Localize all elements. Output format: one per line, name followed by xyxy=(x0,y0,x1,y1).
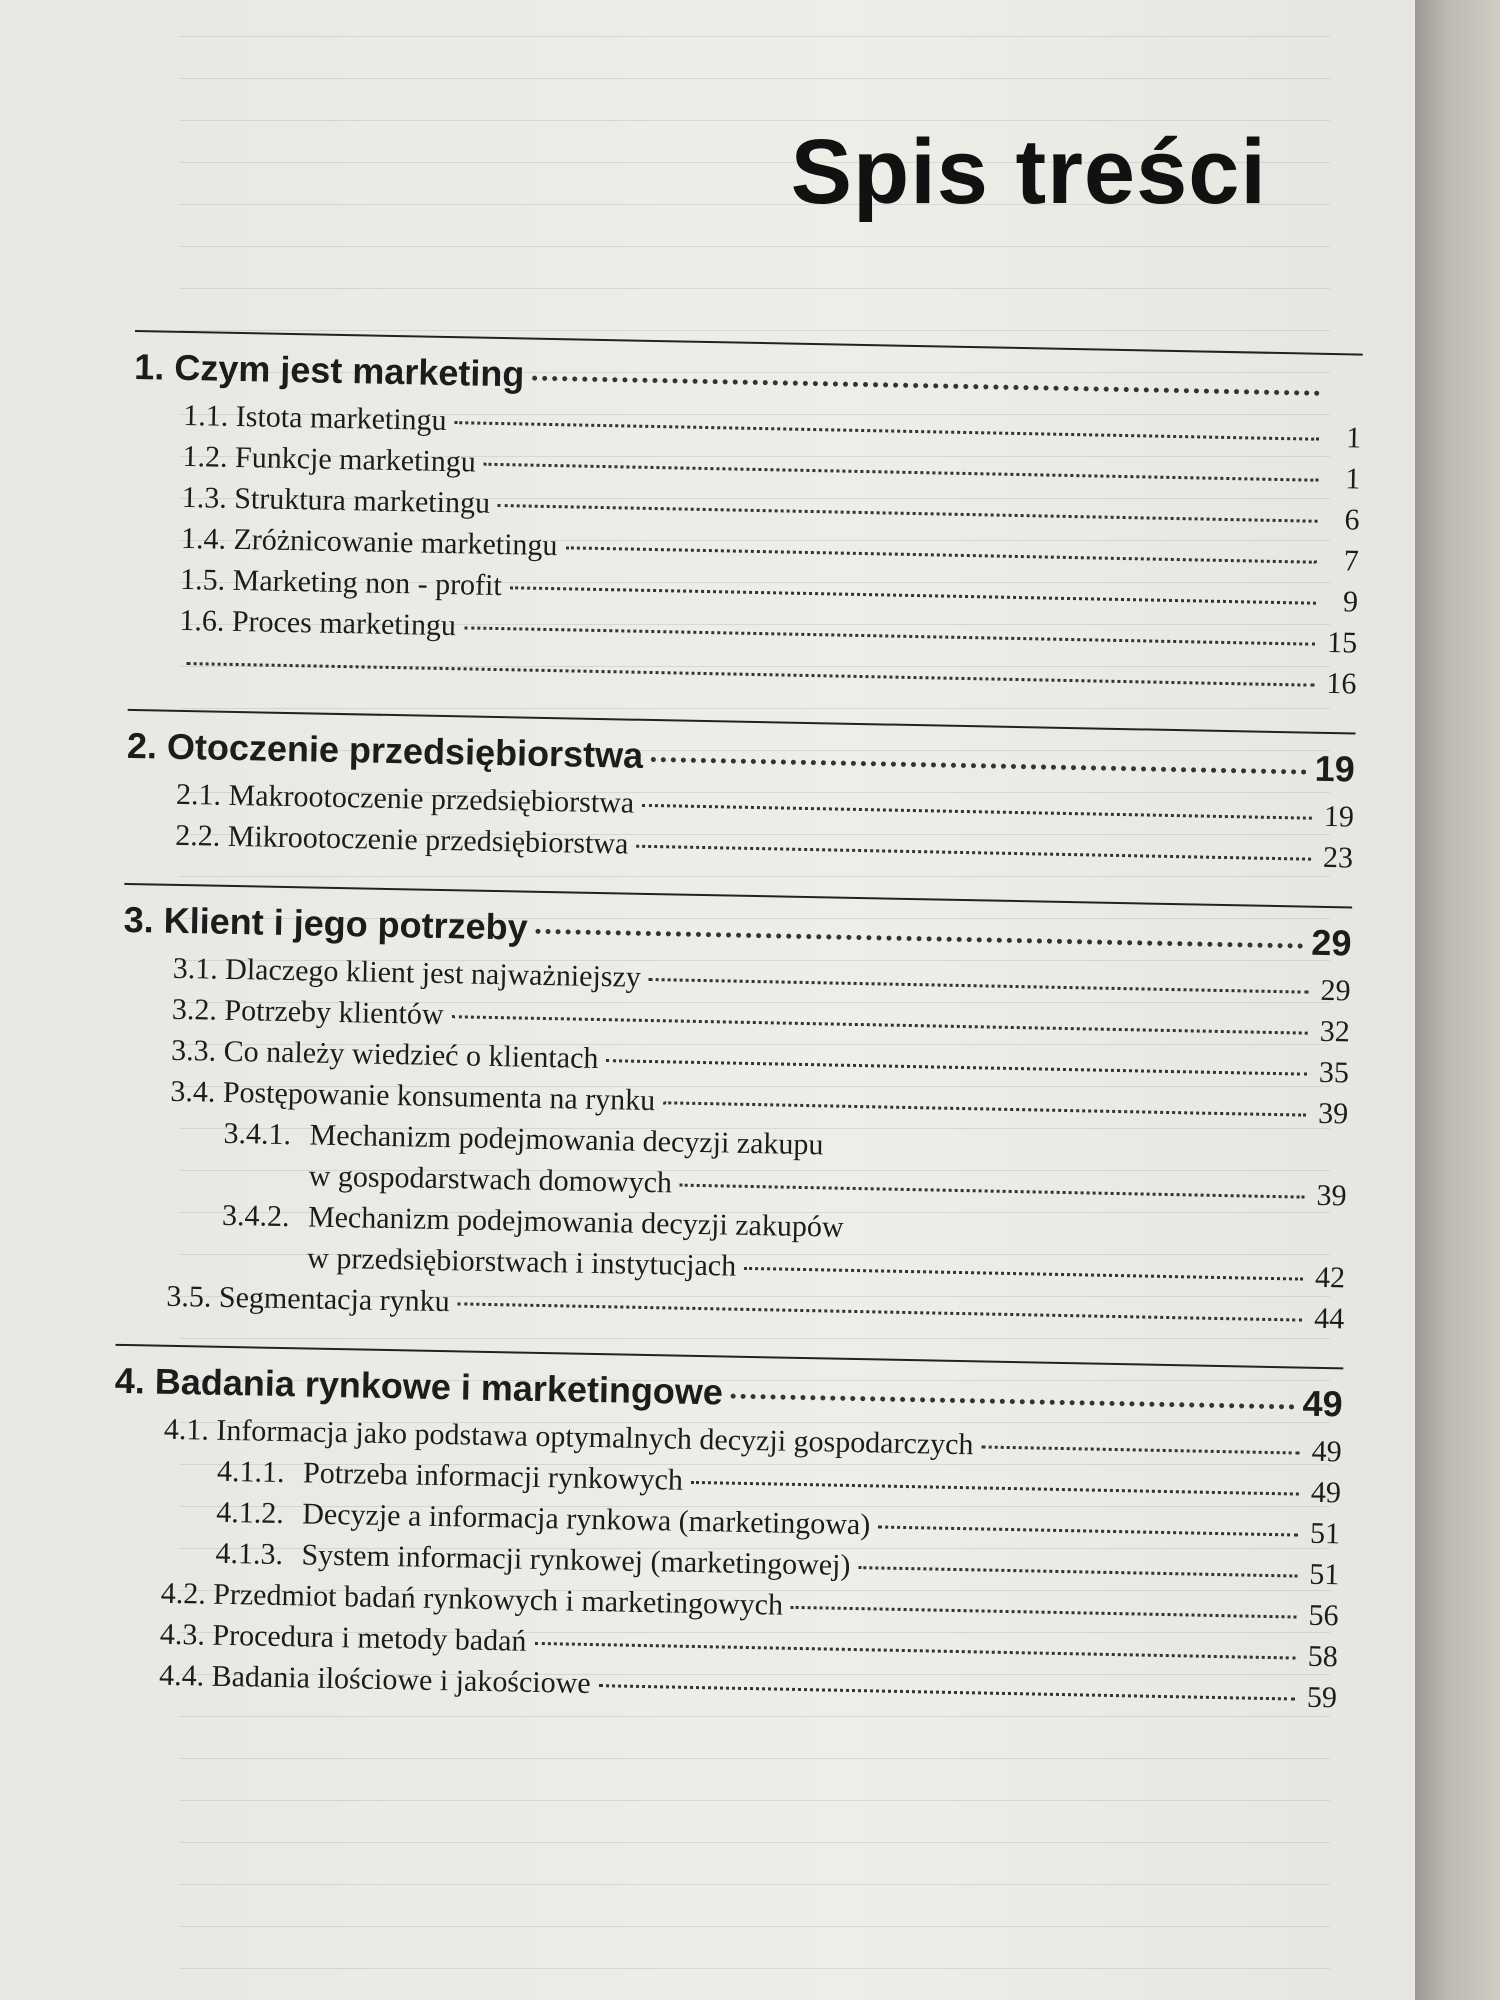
page-number: 42 xyxy=(1314,1260,1346,1295)
page-number: 7 xyxy=(1343,544,1360,578)
page-number: 56 xyxy=(1308,1598,1339,1633)
dot-leader xyxy=(451,1015,1307,1034)
entry-title: 2.1. Makrootoczenie przedsiębiorstwa xyxy=(175,777,635,820)
entry-title: 3.1. Dlaczego klient jest najważniejszy xyxy=(172,951,642,994)
page-number: 6 xyxy=(1344,503,1360,537)
page-number: 23 xyxy=(1322,840,1354,875)
dot-leader xyxy=(565,546,1316,563)
dot-leader xyxy=(663,1101,1306,1116)
page-number: 49 xyxy=(1311,1434,1343,1469)
entry-title: 2.2. Mikrootoczenie przedsiębiorstwa xyxy=(174,818,629,861)
page-number: 16 xyxy=(1326,666,1357,701)
dot-leader xyxy=(791,1606,1297,1619)
dot-leader xyxy=(651,757,1307,775)
page-number: 58 xyxy=(1307,1639,1339,1674)
dot-leader xyxy=(534,1642,1295,1660)
entry-number: 4.1.1. xyxy=(216,1454,285,1490)
page-number: 29 xyxy=(1320,973,1351,1008)
dot-leader xyxy=(532,376,1320,396)
page-number: 29 xyxy=(1311,921,1352,964)
page-number: 35 xyxy=(1318,1055,1350,1090)
dot-leader xyxy=(642,804,1312,820)
dot-leader xyxy=(636,845,1311,861)
dot-leader xyxy=(731,1394,1295,1410)
dot-leader xyxy=(858,1566,1297,1577)
page-number: 39 xyxy=(1317,1096,1349,1131)
dot-leader xyxy=(536,929,1304,949)
page-title: Spis treści xyxy=(790,121,1267,223)
page-number: 49 xyxy=(1310,1475,1342,1510)
dot-leader xyxy=(680,1184,1305,1199)
entry-title: 1.4. Zróżnicowanie marketingu xyxy=(180,521,558,563)
entry-title: System informacji rynkowej (marketingowej) xyxy=(301,1538,851,1582)
page-number: 19 xyxy=(1323,799,1355,834)
dot-leader xyxy=(649,978,1309,994)
entry-title-continuation: w przedsiębiorstwach i instytucjach xyxy=(306,1241,737,1283)
dot-leader xyxy=(498,504,1318,523)
toc-section xyxy=(109,1344,1344,1723)
dot-leader xyxy=(878,1525,1298,1536)
entry-title: 1.6. Proces marketingu xyxy=(179,603,457,643)
entry-title: Mechanizm podejmowania decyzji zakupów xyxy=(307,1200,844,1244)
page-number: 32 xyxy=(1319,1014,1351,1049)
page-number: 59 xyxy=(1306,1680,1338,1715)
page-number: 51 xyxy=(1309,1516,1341,1551)
entry-title: 4.4. Badania ilościowe i jakościowe xyxy=(158,1658,591,1700)
page-number: 39 xyxy=(1316,1178,1347,1213)
entry-title: 4.2. Przedmiot badań rynkowych i marketingowych xyxy=(160,1576,784,1622)
entry-number: 3.4.1. xyxy=(223,1116,292,1152)
page-number: 1 xyxy=(1345,462,1361,496)
page-number: 1 xyxy=(1345,421,1362,455)
page-number: 51 xyxy=(1309,1557,1340,1592)
dot-leader xyxy=(484,463,1319,482)
entry-title: 4.1. Informacja jako podstawa optymalnych decyzji gospodarczych xyxy=(163,1412,974,1462)
entry-number: 3.4.2. xyxy=(221,1198,290,1234)
dot-leader xyxy=(464,626,1315,645)
toc-section xyxy=(125,709,1356,883)
entry-number: 4.1.3. xyxy=(215,1536,284,1572)
entry-title: 4.3. Procedura i metody badań xyxy=(159,1617,527,1658)
dot-leader xyxy=(981,1445,1299,1454)
table-of-contents xyxy=(108,330,1363,1746)
page-number: 44 xyxy=(1313,1301,1345,1336)
entry-title: Potrzeba informacji rynkowych xyxy=(302,1456,684,1497)
dot-leader xyxy=(187,662,1315,687)
entry-title: 3.4. Postępowanie konsumenta na rynku xyxy=(170,1074,656,1118)
dot-leader xyxy=(606,1059,1307,1075)
chapter-title: 1. Czym jest marketing xyxy=(133,345,525,395)
chapter-title: 3. Klient i jego potrzeby xyxy=(123,898,529,948)
entry-title: 3.2. Potrzeby klientów xyxy=(171,992,444,1032)
chapter-title: 4. Badania rynkowe i marketingowe xyxy=(114,1359,724,1413)
entry-title: 1.2. Funkcje marketingu xyxy=(182,439,477,479)
entry-title: Mechanizm podejmowania decyzji zakupu xyxy=(309,1118,824,1162)
page-number: 19 xyxy=(1314,747,1356,790)
dot-leader xyxy=(599,1684,1295,1700)
entry-title: 3.5. Segmentacja rynku xyxy=(166,1279,450,1319)
page-number: 15 xyxy=(1326,625,1358,660)
dot-leader xyxy=(458,1302,1303,1321)
page-edge xyxy=(1415,0,1500,2000)
entry-title-continuation: w gospodarstwach domowych xyxy=(308,1159,673,1200)
page-number xyxy=(1328,402,1362,403)
entry-title: 1.5. Marketing non - profit xyxy=(179,562,503,603)
toc-section xyxy=(128,330,1363,709)
dot-leader xyxy=(510,586,1316,604)
entry-title: Decyzje a informacja rynkowa (marketingowa) xyxy=(301,1497,871,1542)
entry-number: 4.1.2. xyxy=(216,1495,285,1531)
page-number: 49 xyxy=(1302,1382,1344,1425)
entry-title: 1.1. Istota marketingu xyxy=(183,398,447,437)
chapter-title: 2. Otoczenie przedsiębiorstwa xyxy=(126,724,644,776)
entry-title: 1.3. Struktura marketingu xyxy=(181,480,491,520)
entry-title: 3.3. Co należy wiedzieć o klientach xyxy=(170,1033,599,1076)
dot-leader xyxy=(691,1481,1299,1496)
dot-leader xyxy=(744,1267,1303,1281)
dot-leader xyxy=(455,421,1320,441)
page-number: 9 xyxy=(1342,585,1359,619)
toc-section xyxy=(116,883,1352,1343)
